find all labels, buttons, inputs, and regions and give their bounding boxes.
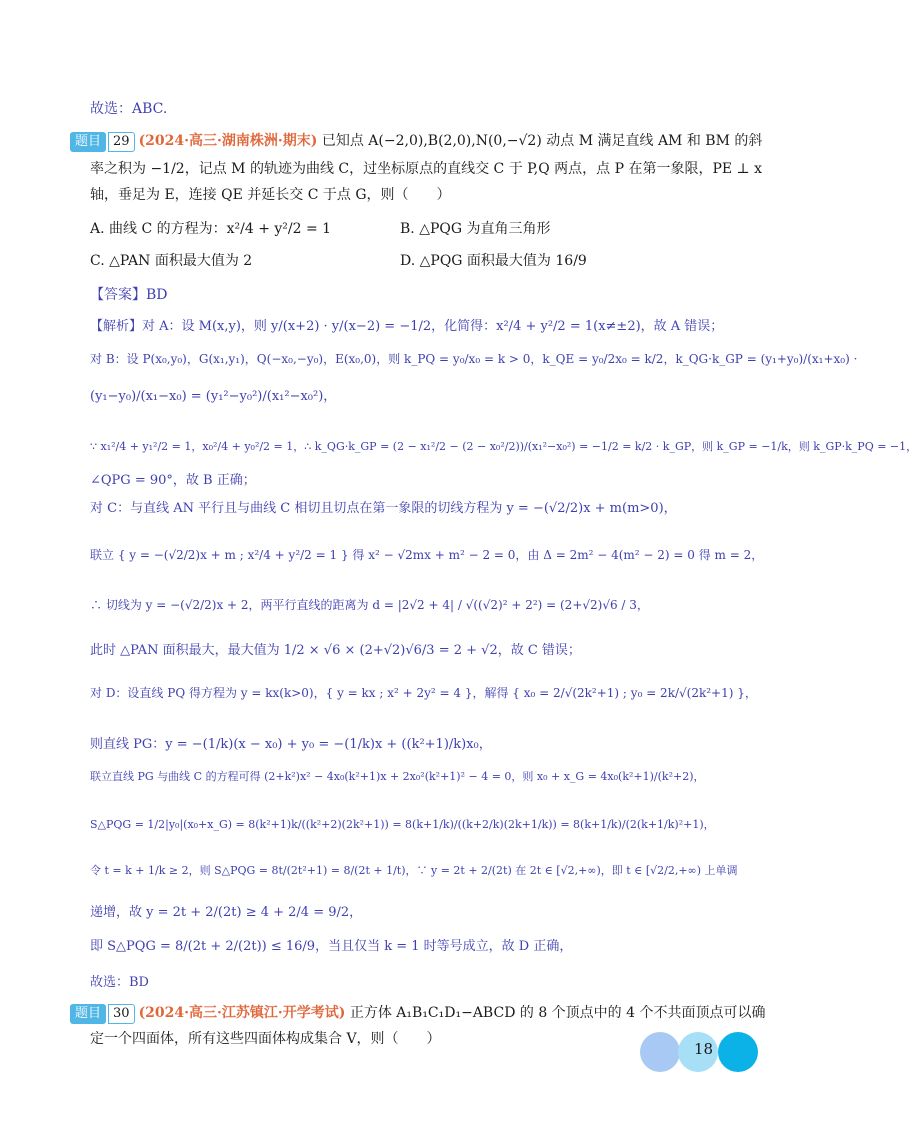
- solution-line: ∠QPG = 90°，故 B 正确；: [90, 473, 256, 488]
- solution-line: ∴ 切线为 y = −(√2/2)x + 2，两平行直线的距离为 d = |2√2 + 4| / √((√2)² + 2²) = (2+√2)√6 / 3，: [90, 598, 649, 612]
- question-number: 29: [108, 132, 135, 152]
- solution-line: 对 D：设直线 PQ 得方程为 y = kx(k>0)，{ y = kx ; x² + 2y² = 4 }，解得 { x₀ = 2/√(2k²+1) ; y₀ = 2k/√(2k²+1) }，: [90, 686, 757, 700]
- question-30-header: [70, 1004, 765, 1024]
- option-a: A. 曲线 C 的方程为：x²/4 + y²/2 = 1: [90, 221, 332, 237]
- question-stem-line3: 轴，垂足为 E，连接 QE 并延长交 C 于点 G，则（ ）: [90, 187, 451, 203]
- question-source: (2024·高三·江苏镇江·开学考试): [138, 1005, 346, 1021]
- solution-line: 即 S△PQG = 8/(2t + 2/(2t)) ≤ 16/9，当且仅当 k = 1 时等号成立，故 D 正确，: [90, 939, 573, 954]
- option-b: B. △PQG 为直角三角形: [400, 221, 551, 237]
- solution-line: S△PQG = 1/2|y₀|(x₀+x_G) = 8(k²+1)k/((k²+2)(2k²+1)) = 8(k+1/k)/((k+2/k)(2k+1/k)) = 8(k+1/k)/(2(k+1/k)²+1)，: [90, 818, 715, 831]
- badge-circle-right: [718, 1032, 758, 1072]
- question-stem-line1: 正方体 A₁B₁C₁D₁−ABCD 的 8 个顶点中的 4 个不共面顶点可以确: [349, 1005, 766, 1021]
- solution-line: 对 B：设 P(x₀,y₀)，G(x₁,y₁)，Q(−x₀,−y₀)，E(x₀,0)，则 k_PQ = y₀/x₀ = k > 0，k_QE = y₀/2x₀ = k/2，k_QG·k_GP = (y₁+y₀)/(x₁+x₀) ·: [90, 352, 858, 366]
- solution-line: 【解析】对 A：设 M(x,y)，则 y/(x+2) · y/(x−2) = −1/2，化简得：x²/4 + y²/2 = 1(x≠±2)，故 A 错误；: [90, 319, 724, 334]
- question-29-header: [70, 132, 762, 152]
- option-d: D. △PQG 面积最大值为 16/9: [400, 253, 587, 269]
- previous-answer: 故选：ABC.: [90, 101, 168, 117]
- solution-line: 则直线 PG：y = −(1/k)(x − x₀) + y₀ = −(1/k)x + ((k²+1)/k)x₀，: [90, 737, 492, 752]
- question-stem-line2: 定一个四面体，所有这些四面体构成集合 V，则（ ）: [90, 1031, 441, 1047]
- solution-line: 此时 △PAN 面积最大，最大值为 1/2 × √6 × (2+√2)√6/3 = 2 + √2，故 C 错误；: [90, 643, 581, 658]
- option-c: C. △PAN 面积最大值为 2: [90, 253, 253, 269]
- question-number: 30: [108, 1004, 135, 1024]
- solution-line: (y₁−y₀)/(x₁−x₀) = (y₁²−y₀²)/(x₁²−x₀²)，: [90, 389, 337, 404]
- answer-line: 【答案】BD: [90, 287, 168, 303]
- solution-line: 联立直线 PG 与曲线 C 的方程可得 (2+k²)x² − 4x₀(k²+1)x + 2x₀²(k²+1)² − 4 = 0，则 x₀ + x_G = 4x₀(k²+1)/(k²+2)，: [90, 770, 705, 783]
- solution-line: 令 t = k + 1/k ≥ 2，则 S△PQG = 8t/(2t²+1) = 8/(2t + 1/t)，∵ y = 2t + 2/(2t) 在 2t ∈ [√2,+∞)，即 t ∈ [√2/2,+∞) 上单调: [90, 864, 738, 877]
- question-tag: 题目: [70, 1004, 106, 1024]
- question-source: (2024·高三·湖南株洲·期末): [138, 133, 318, 149]
- question-stem-line2: 率之积为 −1/2，记点 M 的轨迹为曲线 C，过坐标原点的直线交 C 于 P,Q 两点，点 P 在第一象限，PE ⊥ x: [90, 161, 763, 177]
- badge-circle-left: [640, 1032, 680, 1072]
- question-stem-line1: 已知点 A(−2,0),B(2,0),N(0,−√2) 动点 M 满足直线 AM 和 BM 的斜: [321, 133, 763, 149]
- solution-line: 递增，故 y = 2t + 2/(2t) ≥ 4 + 2/4 = 9/2，: [90, 905, 363, 920]
- solution-line: ∵ x₁²/4 + y₁²/2 = 1，x₀²/4 + y₀²/2 = 1，∴ k_QG·k_GP = (2 − x₁²/2 − (2 − x₀²/2))/(x₁²−x₀²) = −1/2 = k/2 · k_GP，则 k_GP = −1/k，则 k_GP·k_PQ = −1，: [90, 440, 917, 453]
- solution-line: 故选：BD: [90, 975, 149, 990]
- solution-line: 联立 { y = −(√2/2)x + m ; x²/4 + y²/2 = 1 } 得 x² − √2mx + m² − 2 = 0，由 Δ = 2m² − 4(m² − 2) = 0 得 m = 2，: [90, 548, 764, 562]
- solution-line: 对 C：与直线 AN 平行且与曲线 C 相切且切点在第一象限的切线方程为 y = −(√2/2)x + m(m>0)，: [90, 501, 677, 516]
- question-tag: 题目: [70, 132, 106, 152]
- page-number: 18: [694, 1040, 714, 1058]
